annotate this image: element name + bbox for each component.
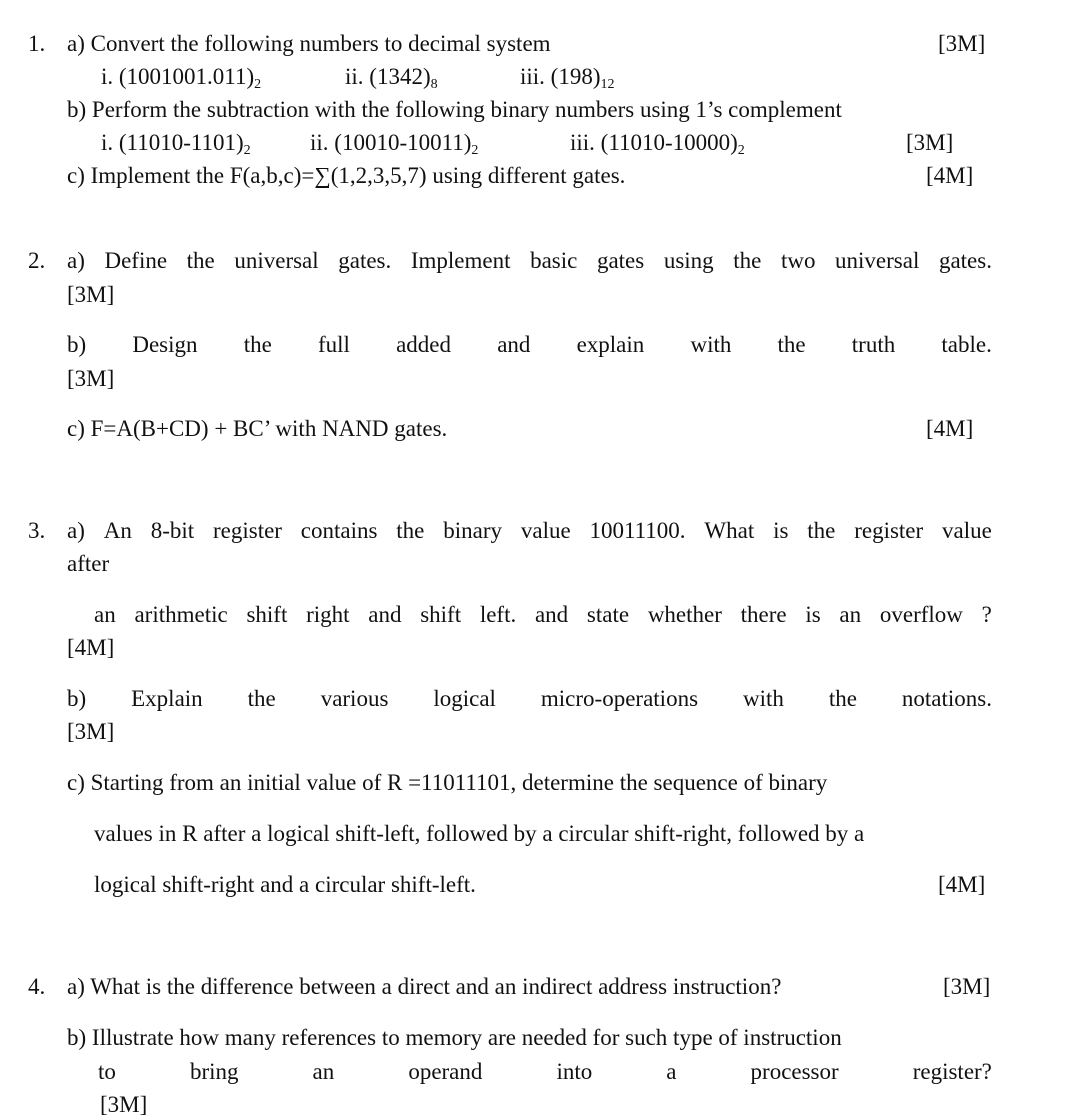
word: Implement [410, 248, 511, 273]
q1a-marks: [3M] [938, 31, 986, 56]
word: logical [433, 686, 496, 711]
word: the [396, 518, 425, 543]
word: to [98, 1059, 116, 1084]
word: with [690, 332, 732, 357]
q1b-item-1: i. (11010-1101)2 [101, 130, 251, 158]
q1b-text: b) Perform the subtraction with the following binary numbers using 1’s complement [67, 97, 842, 122]
word: state [586, 602, 630, 627]
q4-number: 4. [28, 974, 46, 999]
q3c-marks: [4M] [938, 872, 986, 897]
q4b-marks: [3M] [100, 1092, 148, 1117]
word: into [556, 1059, 593, 1084]
q2c-marks: [4M] [926, 416, 974, 441]
word: and [497, 332, 531, 357]
q2a-marks: [3M] [67, 282, 115, 307]
q2b-marks: [3M] [67, 366, 115, 391]
q1-number: 1. [28, 31, 46, 56]
q3a-marks: [4M] [67, 635, 115, 660]
word: the [247, 686, 276, 711]
q2b-line [67, 331, 992, 358]
q2c-text: c) F=A(B+CD) + BC’ with NAND gates. [67, 416, 448, 441]
word: the [243, 332, 272, 357]
q4a-marks: [3M] [943, 974, 991, 999]
q1a-item-1: i. (1001001.011)2 [101, 64, 262, 92]
word: gates. [338, 248, 392, 273]
word: universal [835, 248, 920, 273]
q3a-line2: after [67, 551, 110, 576]
word: register? [912, 1059, 992, 1084]
word: Explain [131, 686, 203, 711]
q4a-text: a) What is the difference between a direct and an indirect address instruction? [67, 974, 782, 999]
word: table. [941, 332, 992, 357]
word: a) [67, 518, 85, 543]
word: 10011100. [589, 518, 686, 543]
word: the [733, 248, 762, 273]
word: processor [750, 1059, 839, 1084]
word: the [777, 332, 806, 357]
q3c-line3: logical shift-right and a circular shift-left. [94, 872, 476, 897]
q2-number: 2. [28, 248, 46, 273]
word: micro-operations [540, 686, 699, 711]
q3c-line2: values in R after a logical shift-left, followed by a circular shift-right, followed by a [94, 821, 865, 846]
word: operand [408, 1059, 483, 1084]
word: an [94, 602, 116, 627]
word: Define [104, 248, 168, 273]
word: value [942, 518, 992, 543]
word: explain [576, 332, 645, 357]
word: binary [443, 518, 503, 543]
word: right [306, 602, 350, 627]
word: is [773, 518, 789, 543]
q3b-marks: [3M] [67, 719, 115, 744]
q4b-line1: b) Illustrate how many references to memory are needed for such type of instruction [67, 1025, 842, 1050]
q4b-line2 [98, 1058, 992, 1085]
word: the [186, 248, 215, 273]
word: an [312, 1059, 335, 1084]
word: and [534, 602, 569, 627]
word: with [742, 686, 784, 711]
word: whether [647, 602, 722, 627]
q1a-item-3: iii. (198)12 [520, 64, 615, 92]
word: the [807, 518, 836, 543]
q1b-item-2: ii. (10010-10011)2 [310, 130, 479, 158]
q3a-line3 [94, 601, 992, 628]
word: various [320, 686, 389, 711]
q1c-marks: [4M] [926, 163, 974, 188]
q1a-item-2: ii. (1342)8 [345, 64, 438, 92]
word: a) [67, 248, 85, 273]
word: What [704, 518, 755, 543]
word: an [839, 602, 862, 627]
q3a-line1 [67, 517, 992, 544]
word: shift [246, 602, 288, 627]
word: truth [851, 332, 896, 357]
q1c-text: c) Implement the F(a,b,c)=∑(1,2,3,5,7) using different gates. [67, 163, 626, 188]
q3-number: 3. [28, 518, 46, 543]
q1b-marks: [3M] [906, 130, 954, 155]
word: arithmetic [134, 602, 228, 627]
word: a [666, 1059, 677, 1084]
word: gates. [938, 248, 992, 273]
q3b-line [67, 685, 992, 712]
word: notations. [901, 686, 992, 711]
word: 8-bit [150, 518, 195, 543]
word: full [317, 332, 350, 357]
word: overflow [879, 602, 963, 627]
q3c-line1: c) Starting from an initial value of R =11011101, determine the sequence of binary [67, 770, 828, 795]
word: added [396, 332, 452, 357]
word: there [740, 602, 787, 627]
word: two [780, 248, 816, 273]
q2a-line [67, 247, 992, 274]
word: basic [530, 248, 578, 273]
word: gates [596, 248, 645, 273]
word: bring [189, 1059, 239, 1084]
word: An [103, 518, 132, 543]
word: and [368, 602, 402, 627]
word: universal [234, 248, 319, 273]
word: b) [67, 332, 87, 357]
word: the [828, 686, 857, 711]
word: value [520, 518, 571, 543]
word: Design [132, 332, 198, 357]
word: contains [300, 518, 378, 543]
word: b) [67, 686, 87, 711]
word: left. [479, 602, 517, 627]
word: register [854, 518, 924, 543]
word: using [663, 248, 714, 273]
q1a-text: a) Convert the following numbers to decimal system [67, 31, 551, 56]
q1b-item-3: iii. (11010-10000)2 [570, 130, 745, 158]
word: ? [981, 602, 992, 627]
word: is [805, 602, 821, 627]
word: register [212, 518, 282, 543]
word: shift [420, 602, 462, 627]
